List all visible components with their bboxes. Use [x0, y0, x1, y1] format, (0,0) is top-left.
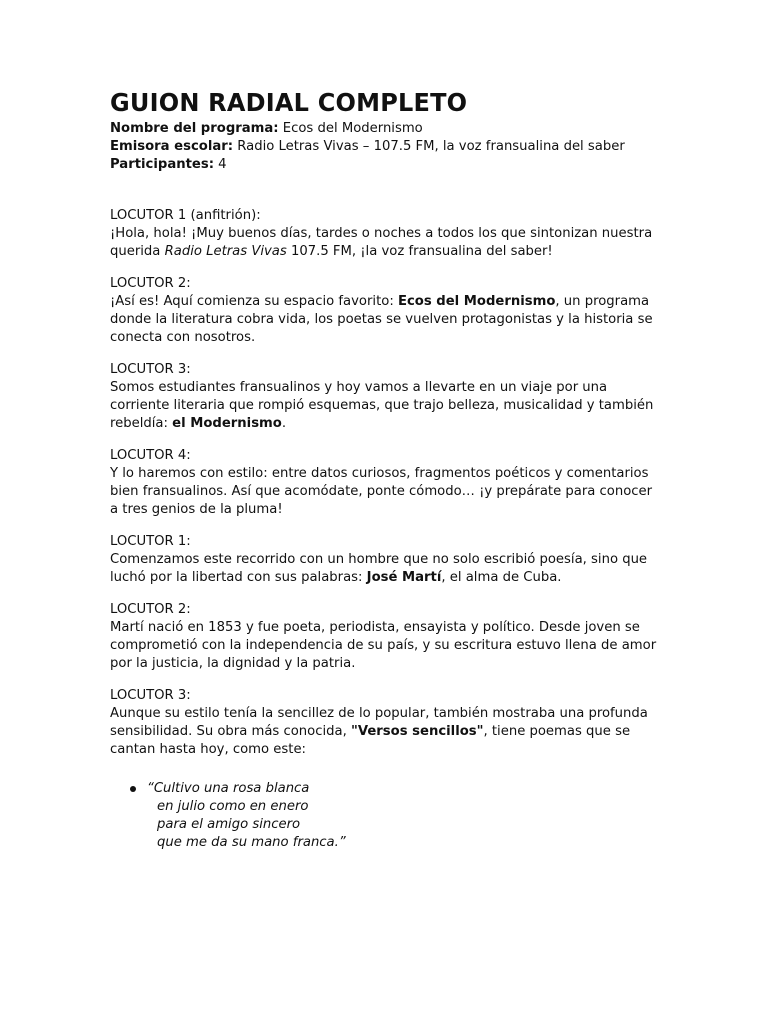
verse-bullet: [110, 780, 658, 852]
verse-line: “Cultivo una rosa blanca: [147, 781, 310, 796]
bullet-dot-icon: [130, 786, 136, 792]
participants-label: Participantes:: [110, 157, 214, 172]
station-label: Emisora escolar:: [110, 139, 234, 154]
bold-phrase: José Martí: [366, 570, 442, 585]
text-run: ¡Hola, hola! ¡Muy buenos días, tardes o noches a todos los que sintonizan nuestra querida: [110, 226, 653, 259]
text-run: ¡Así es! Aquí comienza su espacio favorito:: [110, 294, 398, 309]
speaker-label: LOCUTOR 3:: [110, 362, 191, 377]
text-run: , un programa donde la literatura cobra vida, los poetas se vuelven protagonistas y la historia se conecta con nosotros.: [110, 294, 653, 345]
speaker-label: LOCUTOR 1:: [110, 534, 191, 549]
text-run: 107.5 FM, ¡la voz fransualina del saber!: [286, 244, 553, 259]
participants-value: 4: [213, 157, 227, 172]
script-body: [110, 207, 658, 759]
text-run: Somos estudiantes fransualinos y hoy vamos a llevarte en un viaje por una corriente literaria que rompió esquemas, que trajo belleza, musicalidad y también rebeldía:: [110, 380, 654, 431]
speaker-text: [110, 619, 658, 673]
speaker-label: LOCUTOR 1 (anfitrión):: [110, 208, 261, 223]
page-title: GUION RADIAL COMPLETO: [110, 88, 468, 118]
text-run: .: [281, 416, 287, 431]
bold-phrase: el Modernismo: [172, 416, 282, 431]
verse-line: para el amigo sincero: [157, 817, 301, 832]
text-run: Comenzamos este recorrido con un hombre que no solo escribió poesía, sino que luchó por la libertad con sus palabras:: [110, 552, 648, 585]
script-block: [110, 447, 658, 519]
script-block: [110, 601, 658, 673]
text-run: Aunque su estilo tenía la sencillez de lo popular, también mostraba una profunda sensibilidad. Su obra más conocida,: [110, 706, 648, 739]
program-line: [110, 120, 658, 138]
speaker-text: [110, 379, 658, 433]
bold-phrase: "Versos sencillos": [351, 724, 484, 739]
script-block: [110, 361, 658, 433]
station-value: Radio Letras Vivas – 107.5 FM, la voz fransualina del saber: [233, 139, 625, 154]
italic-phrase: Radio Letras Vivas: [164, 244, 287, 259]
speaker-text: [110, 465, 658, 519]
speaker-label: LOCUTOR 2:: [110, 276, 191, 291]
speaker-label: LOCUTOR 3:: [110, 688, 191, 703]
script-block: [110, 275, 658, 347]
speaker-label: LOCUTOR 4:: [110, 448, 191, 463]
program-value: Ecos del Modernismo: [278, 121, 423, 136]
text-run: , tiene poemas que se cantan hasta hoy, como este:: [110, 724, 631, 757]
document-page: [110, 86, 658, 852]
program-label: Nombre del programa:: [110, 121, 279, 136]
station-line: [110, 138, 658, 156]
verse-line: que me da su mano franca.”: [157, 835, 346, 850]
speaker-text: [110, 705, 658, 759]
text-run: Martí nació en 1853 y fue poeta, periodista, ensayista y político. Desde joven se comprometió con la independencia de su país, y su escritura estuvo llena de amor por la justicia, la dignidad y la patria.: [110, 620, 657, 671]
verse-line: en julio como en enero: [157, 799, 309, 814]
speaker-label: LOCUTOR 2:: [110, 602, 191, 617]
speaker-text: [110, 293, 658, 347]
text-run: , el alma de Cuba.: [441, 570, 562, 585]
bold-phrase: Ecos del Modernismo: [397, 294, 556, 309]
script-block: [110, 533, 658, 587]
speaker-text: [110, 225, 658, 261]
participants-line: [110, 156, 658, 174]
script-block: [110, 207, 658, 261]
text-run: Y lo haremos con estilo: entre datos curiosos, fragmentos poéticos y comentarios bien fransualinos. Así que acomódate, ponte cómodo… ¡y prepárate para conocer a tres genios de la pluma!: [110, 466, 653, 517]
script-block: [110, 687, 658, 759]
section-spacer: [110, 174, 658, 207]
speaker-text: [110, 551, 658, 587]
